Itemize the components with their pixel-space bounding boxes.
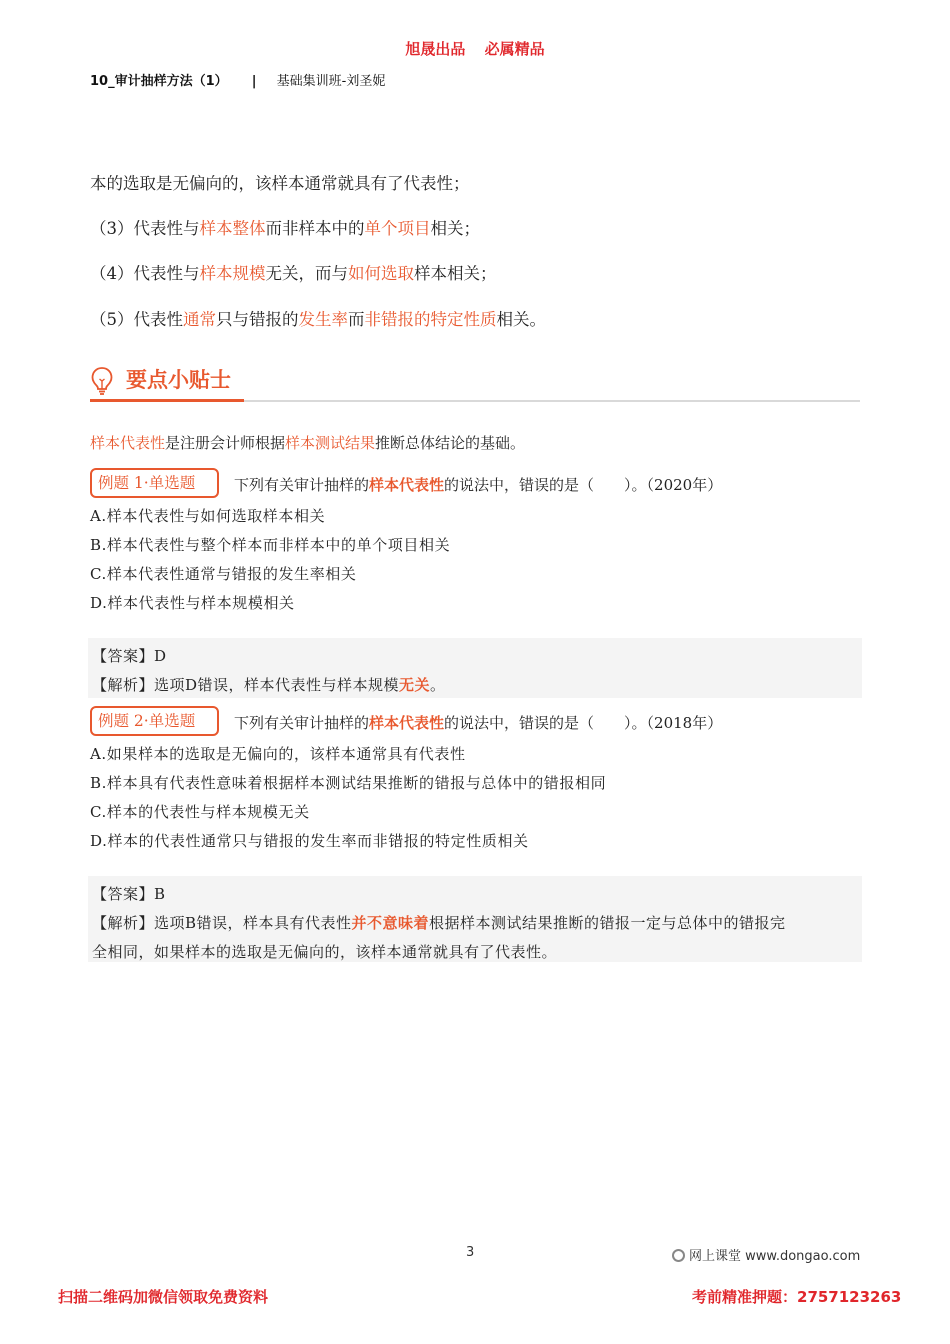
tip-highlight-1: 样本代表性 — [90, 434, 166, 452]
example-2-analysis-c: 根据样本测试结果推断的错报一定与总体中的错报完 — [429, 914, 786, 932]
point-3-highlight-1: 样本整体 — [199, 219, 266, 238]
point-4-highlight-2: 如何选取 — [348, 264, 414, 283]
tip-text — [90, 432, 525, 453]
point-5-text-g: 相关。 — [496, 310, 546, 329]
example-1-tag: 例题 1·单选题 — [90, 468, 219, 498]
point-5-highlight-2: 发生率 — [298, 310, 348, 329]
example-1-analysis-c: 。 — [430, 676, 446, 694]
example-1-question-highlight: 样本代表性 — [369, 476, 445, 494]
point-3-text-a: （3）代表性与 — [90, 219, 200, 238]
point-5-text-e: 而 — [348, 310, 365, 329]
example-2-analysis-cont: 全相同，如果样本的选取是无偏向的，该样本通常就具有了代表性。 — [92, 943, 558, 961]
course-name: 基础集训班-刘圣妮 — [276, 74, 386, 89]
example-1-answer: 【答案】D — [92, 647, 167, 665]
example-2-answer: 【答案】B — [92, 885, 166, 903]
tip-text-b: 是注册会计师根据 — [165, 434, 286, 452]
footer-right-promo: 考前精准押题：2757123263 — [692, 1288, 902, 1306]
tips-title: 要点小贴士 — [126, 367, 231, 392]
example-1-option-d: D.样本代表性与样本规模相关 — [90, 594, 295, 612]
point-3-text-e: 相关； — [430, 219, 480, 238]
dongao-logo-icon — [672, 1249, 685, 1262]
brand-banner — [0, 38, 950, 59]
example-2-analysis — [92, 912, 786, 933]
point-4 — [90, 260, 497, 284]
example-2-question-highlight: 样本代表性 — [369, 714, 445, 732]
brand-left: 旭晟出品 — [405, 40, 466, 58]
tip-highlight-2: 样本测试结果 — [285, 434, 376, 452]
point-4-text-a: （4）代表性与 — [90, 264, 200, 283]
brand-right: 必属精品 — [484, 40, 545, 58]
example-1-question-c: 的说法中，错误的是（ ）。（2020年） — [444, 476, 723, 494]
example-1-question — [234, 474, 722, 495]
point-5-highlight-1: 通常 — [183, 310, 216, 329]
tip-text-d: 推断总体结论的基础。 — [375, 434, 526, 452]
site-mark — [672, 1245, 860, 1264]
example-1-question-a: 下列有关审计抽样的 — [234, 476, 370, 494]
example-2-option-b: B.样本具有代表性意味着根据样本测试结果推断的错报与总体中的错报相同 — [90, 774, 607, 792]
example-2-option-c: C.样本的代表性与样本规模无关 — [90, 803, 310, 821]
example-1-analysis-a: 【解析】选项D错误，样本代表性与样本规模 — [92, 676, 400, 694]
example-1-analysis — [92, 674, 446, 695]
page-header — [90, 70, 385, 89]
point-4-highlight-1: 样本规模 — [199, 264, 266, 283]
site-text: 网上课堂 www.dongao.com — [689, 1249, 861, 1264]
example-2-question — [234, 712, 722, 733]
example-1-option-c: C.样本代表性通常与错报的发生率相关 — [90, 565, 357, 583]
example-1-analysis-highlight: 无关 — [399, 676, 431, 694]
point-3-text-c: 而非样本中的 — [265, 219, 365, 238]
point-4-text-c: 无关，而与 — [265, 264, 348, 283]
point-3 — [90, 215, 480, 239]
example-2-analysis-highlight: 并不意味着 — [351, 914, 430, 932]
point-5-text-a: （5）代表性 — [90, 310, 183, 329]
lesson-title: 10_审计抽样方法（1） — [90, 74, 228, 89]
example-2-option-a: A.如果样本的选取是无偏向的，该样本通常具有代表性 — [90, 745, 466, 763]
example-2-question-a: 下列有关审计抽样的 — [234, 714, 370, 732]
example-2-option-d: D.样本的代表性通常只与错报的发生率而非错报的特定性质相关 — [90, 832, 529, 850]
body-line-1: 本的选取是无偏向的，该样本通常就具有了代表性； — [90, 174, 470, 193]
example-1-option-a: A.样本代表性与如何选取样本相关 — [90, 507, 326, 525]
tips-divider-accent — [90, 399, 244, 402]
footer-left-promo: 扫描二维码加微信领取免费资料 — [58, 1288, 269, 1306]
example-1-option-b: B.样本代表性与整个样本而非样本中的单个项目相关 — [90, 536, 451, 554]
lightbulb-icon — [90, 366, 114, 400]
example-2-tag: 例题 2·单选题 — [90, 706, 219, 736]
example-2-analysis-a: 【解析】选项B错误，样本具有代表性 — [92, 914, 352, 932]
point-5 — [90, 306, 546, 330]
example-2-question-c: 的说法中，错误的是（ ）。（2018年） — [444, 714, 723, 732]
page-number: 3 — [466, 1245, 475, 1260]
header-separator: | — [251, 74, 257, 89]
point-3-highlight-2: 单个项目 — [364, 219, 431, 238]
point-4-text-e: 样本相关； — [414, 264, 497, 283]
tips-heading — [90, 364, 860, 402]
point-5-highlight-3: 非错报的特定性质 — [364, 310, 497, 329]
point-5-text-c: 只与错报的 — [216, 310, 299, 329]
